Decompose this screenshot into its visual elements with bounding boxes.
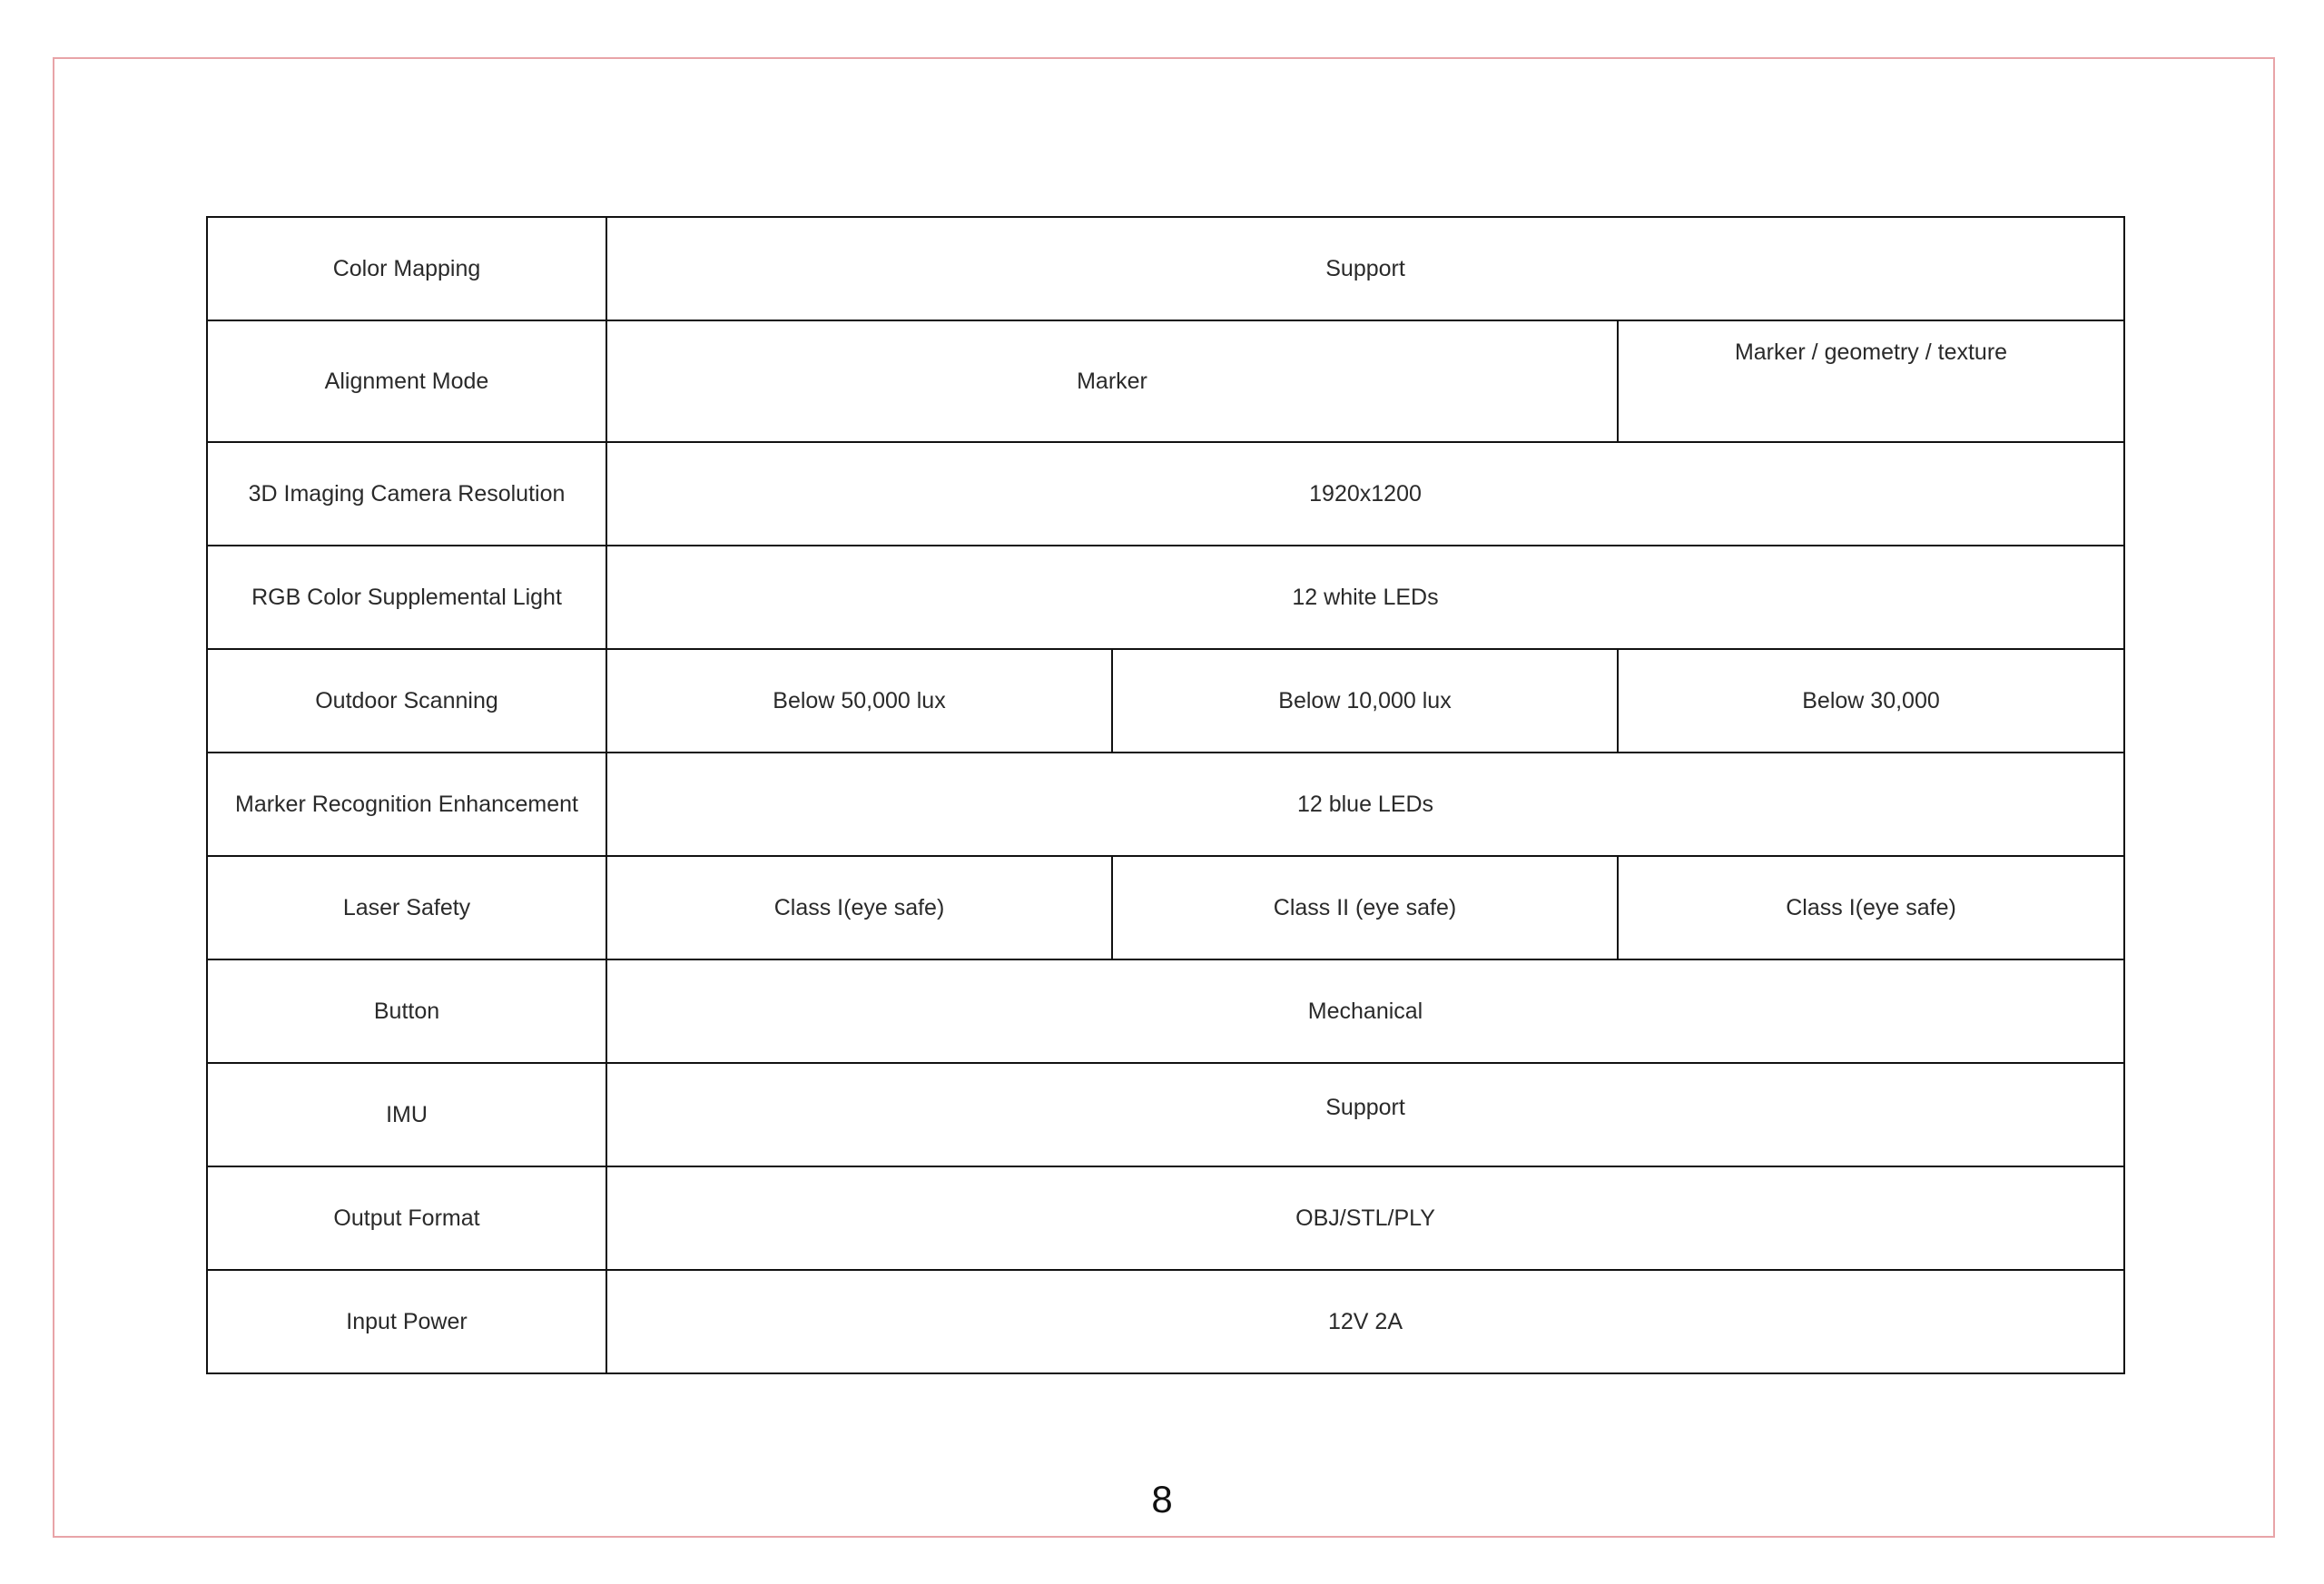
spec-label: Outdoor Scanning <box>207 649 606 753</box>
spec-value: Class I(eye safe) <box>1618 856 2124 959</box>
spec-row-imu <box>207 1063 2124 1166</box>
spec-label: Button <box>207 959 606 1063</box>
spec-value: 1920x1200 <box>606 442 2124 546</box>
spec-row-camera-resolution <box>207 442 2124 546</box>
spec-label: Input Power <box>207 1270 606 1373</box>
spec-label: Laser Safety <box>207 856 606 959</box>
spec-value: Marker <box>606 320 1618 442</box>
spec-row-input-power <box>207 1270 2124 1373</box>
spec-value: Below 50,000 lux <box>606 649 1112 753</box>
spec-label: Color Mapping <box>207 217 606 320</box>
spec-row-supplemental-light <box>207 546 2124 649</box>
spec-row-button <box>207 959 2124 1063</box>
spec-value: Support <box>606 217 2124 320</box>
spec-label: Output Format <box>207 1166 606 1270</box>
spec-row-outdoor-scanning <box>207 649 2124 753</box>
spec-value: Class II (eye safe) <box>1112 856 1618 959</box>
spec-value: Mechanical <box>606 959 2124 1063</box>
spec-label: Alignment Mode <box>207 320 606 442</box>
spec-value: Marker / geometry / texture <box>1618 320 2124 442</box>
spec-table <box>206 216 2125 1374</box>
spec-value: Below 10,000 lux <box>1112 649 1618 753</box>
spec-row-laser-safety <box>207 856 2124 959</box>
spec-label: 3D Imaging Camera Resolution <box>207 442 606 546</box>
spec-label: Marker Recognition Enhancement <box>207 753 606 856</box>
spec-row-marker-recognition <box>207 753 2124 856</box>
spec-value: 12V 2A <box>606 1270 2124 1373</box>
spec-value: 12 blue LEDs <box>606 753 2124 856</box>
spec-value: OBJ/STL/PLY <box>606 1166 2124 1270</box>
spec-row-output-format <box>207 1166 2124 1270</box>
spec-value: 12 white LEDs <box>606 546 2124 649</box>
spec-value: Class I(eye safe) <box>606 856 1112 959</box>
spec-row-alignment-mode <box>207 320 2124 442</box>
spec-row-color-mapping <box>207 217 2124 320</box>
spec-value <box>606 1063 2124 1166</box>
spec-label: IMU <box>207 1063 606 1166</box>
spec-value-text: Support <box>1325 1094 1405 1120</box>
page-number: 8 <box>1151 1478 1173 1520</box>
spec-label: RGB Color Supplemental Light <box>207 546 606 649</box>
spec-value: Below 30,000 <box>1618 649 2124 753</box>
